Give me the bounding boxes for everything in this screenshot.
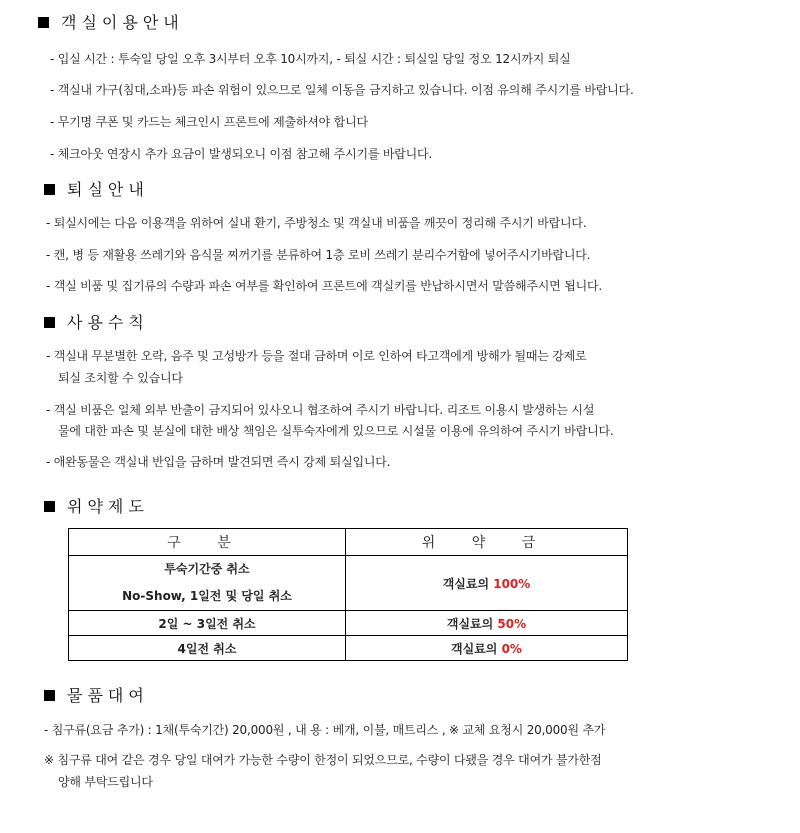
rules-line-1-cont: 퇴실 조치할 수 있습니다 [58, 371, 183, 385]
fee-percent: 100% [493, 576, 531, 591]
penalty-category-cell [69, 556, 346, 611]
penalty-category-label: 투숙기간중 취소 [164, 562, 250, 576]
penalty-category-label: 4일전 취소 [69, 636, 346, 661]
penalty-category-label: 2일 ~ 3일전 취소 [69, 611, 346, 636]
square-bullet-icon [44, 501, 55, 512]
rules-line-1: - 객실내 무분별한 오락, 음주 및 고성방가 등을 절대 금하며 이로 인하여 타고객에게 방해가 될때는 강제로 [46, 349, 587, 363]
checkout-line-3: - 객실 비품 및 집기류의 수량과 파손 여부를 확인하여 프론트에 객실키를 반납하시면서 말씀해주시면 됩니다. [46, 279, 602, 293]
section-heading-checkout: 퇴실안내 [44, 177, 149, 200]
section-heading-rental: 물품대여 [44, 683, 149, 706]
table-row [69, 556, 628, 611]
square-bullet-icon [38, 17, 49, 28]
penalty-table [68, 528, 628, 661]
section-heading-room-use: 객실이용안내 [38, 10, 184, 33]
square-bullet-icon [44, 184, 55, 195]
table-row [69, 611, 628, 636]
room-use-line-4: - 체크아웃 연장시 추가 요금이 발생되오니 이점 참고해 주시기를 바랍니다. [50, 147, 433, 161]
penalty-fee-cell: 객실료의 0% [346, 636, 628, 661]
checkout-line-2: - 캔, 병 등 재활용 쓰레기와 음식물 찌꺼기를 분류하여 1층 로비 쓰레기 분리수거함에 넣어주시기바랍니다. [46, 248, 591, 262]
rental-line-2-cont: 양해 부탁드립니다 [58, 775, 153, 789]
square-bullet-icon [44, 690, 55, 701]
room-use-line-2: - 객실내 가구(침대,소파)등 파손 위험이 있으므로 일체 이동을 금지하고 있습니다. 이점 유의해 주시기를 바랍니다. [50, 83, 634, 97]
rental-line-2: ※ 침구류 대여 같은 경우 당일 대여가 가능한 수량이 한정이 되었으므로, 수량이 다됐을 경우 대여가 불가한점 [44, 753, 602, 767]
header-category: 구 분 [69, 529, 346, 556]
room-use-line-1: - 입실 시간 : 투숙일 당일 오후 3시부터 오후 10시까지, - 퇴실 시간 : 퇴실일 당일 정오 12시까지 퇴실 [50, 52, 571, 66]
rules-line-3: - 애완동물은 객실내 반입을 금하며 발견되면 즉시 강제 퇴실입니다. [46, 455, 391, 469]
rules-line-2: - 객실 비품은 일체 외부 반출이 금지되어 있사오니 협조하여 주시기 바랍니다. 리조트 이용시 발생하는 시설 [46, 403, 595, 417]
penalty-category-label: No-Show, 1일전 및 당일 취소 [122, 589, 292, 603]
checkout-line-1: - 퇴실시에는 다음 이용객을 위하여 실내 환기, 주방청소 및 객실내 비품을 깨끗이 정리해 주시기 바랍니다. [46, 216, 587, 230]
section-heading-penalty: 위약제도 [44, 494, 149, 517]
rental-line-1: - 침구류(요금 추가) : 1채(투숙기간) 20,000원 , 내 용 : 베개, 이불, 매트리스 , ※ 교체 요청시 20,000원 추가 [44, 723, 606, 737]
square-bullet-icon [44, 317, 55, 328]
room-use-line-3: - 무기명 쿠폰 및 카드는 체크인시 프론트에 제출하셔야 합니다 [50, 115, 368, 129]
fee-percent: 50% [497, 616, 527, 631]
table-row [69, 636, 628, 661]
rules-line-2-cont: 물에 대한 파손 및 분실에 대한 배상 책임은 실투숙자에게 있으므로 시설물 이용에 유의하여 주시기 바랍니다. [58, 424, 614, 438]
section-heading-rules: 사용수칙 [44, 310, 149, 333]
penalty-fee-cell: 객실료의 50% [346, 611, 628, 636]
header-fee: 위 약 금 [346, 529, 628, 556]
penalty-table-header [69, 529, 628, 556]
fee-percent: 0% [501, 641, 522, 656]
penalty-fee-cell: 객실료의 100% [346, 556, 628, 611]
